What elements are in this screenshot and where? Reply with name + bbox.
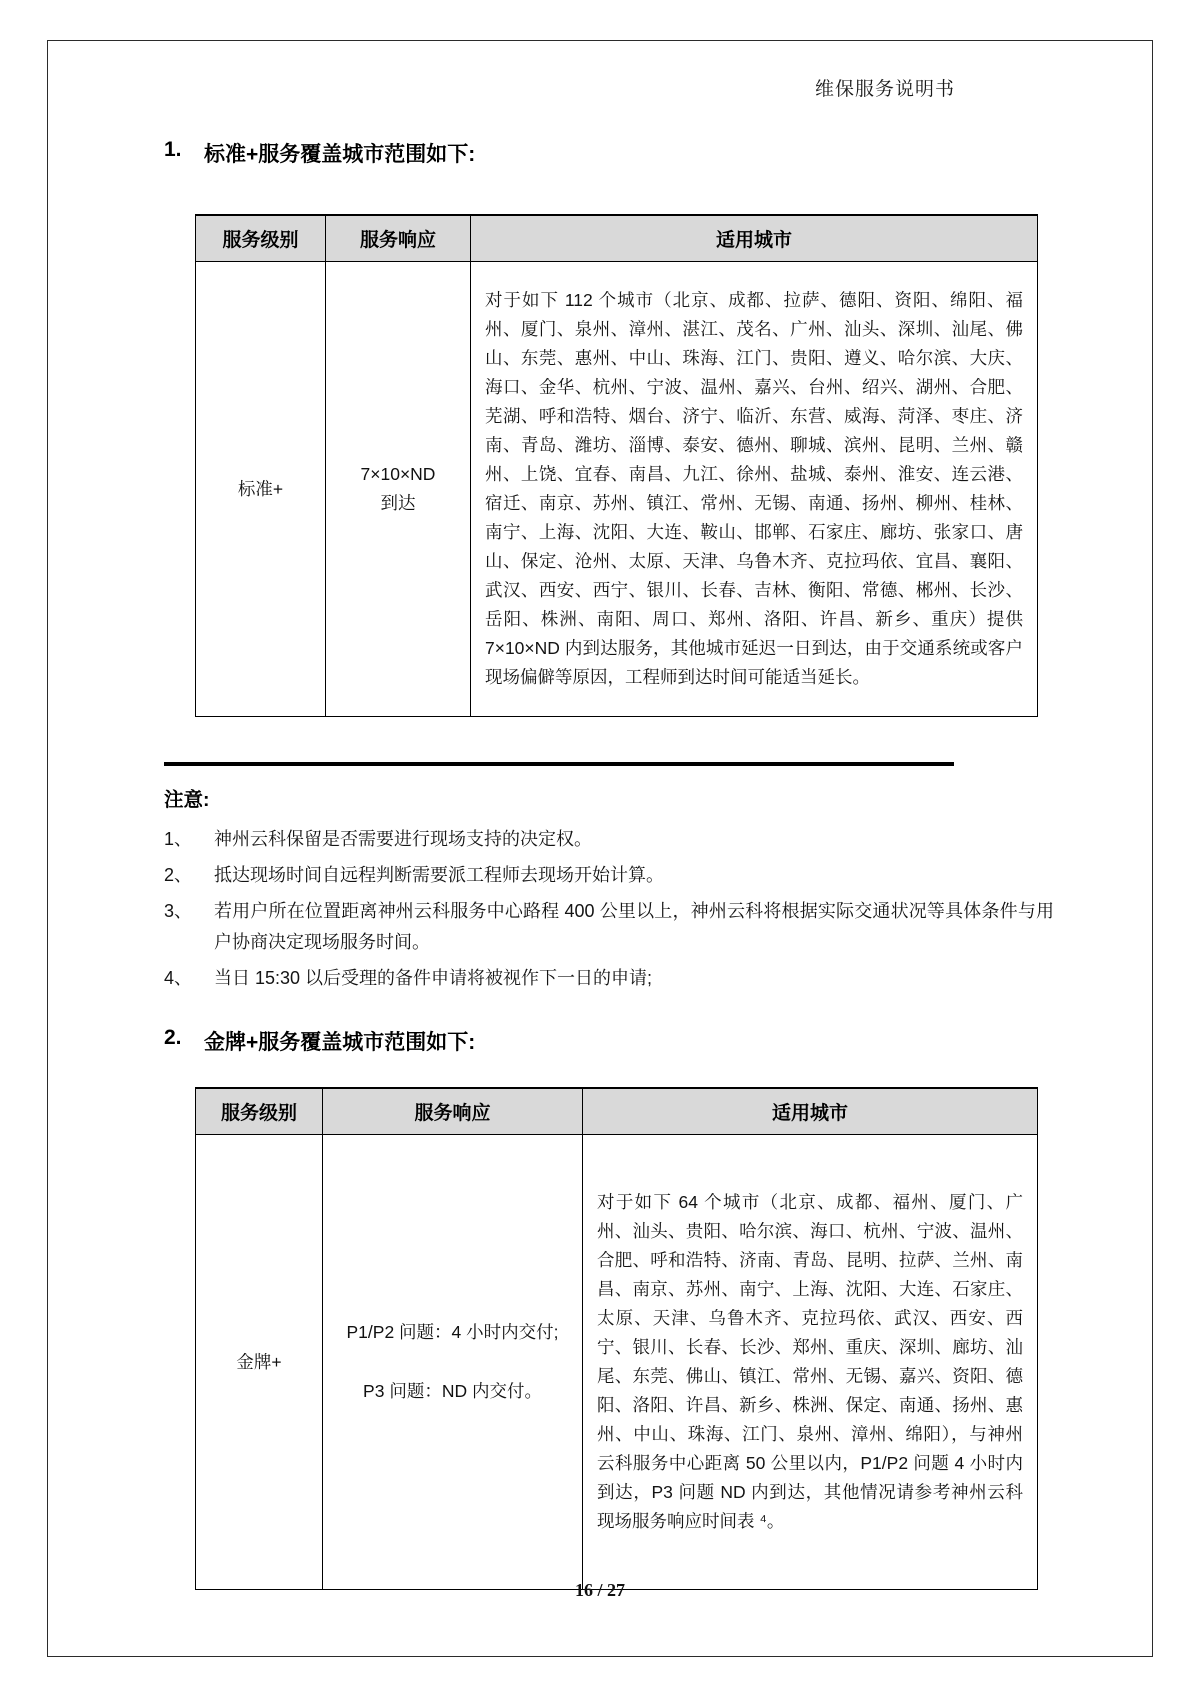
header-cell-applicable-cities: 适用城市 bbox=[471, 215, 1038, 261]
standard-plus-coverage-table bbox=[195, 214, 1038, 717]
note-number: 1、 bbox=[164, 829, 193, 849]
section-2-number: 2. bbox=[164, 1026, 182, 1049]
note-text: 神州云科保留是否需要进行现场支持的决定权。 bbox=[214, 829, 592, 849]
service-response-line-1: 7×10×ND bbox=[360, 463, 436, 484]
gold-plus-coverage-table bbox=[195, 1087, 1038, 1590]
service-level-cell: 金牌+ bbox=[196, 1134, 323, 1589]
header-cell-service-level: 服务级别 bbox=[196, 215, 326, 261]
header-cell-service-level: 服务级别 bbox=[196, 1088, 323, 1134]
section-1-heading bbox=[164, 138, 475, 168]
header-cell-service-response: 服务响应 bbox=[326, 215, 471, 261]
note-text: 若用户所在位置距离神州云科服务中心路程 400 公里以上，神州云科将根据实际交通状况等具体条件与用户协商决定现场服务时间。 bbox=[214, 901, 1054, 952]
service-response-cell bbox=[323, 1134, 583, 1589]
doc-header-title: 维保服务说明书 bbox=[814, 79, 955, 100]
section-2-heading bbox=[164, 1026, 475, 1056]
service-response-p3: P3 问题：ND 内交付。 bbox=[363, 1380, 542, 1401]
note-number: 2、 bbox=[164, 865, 193, 885]
applicable-cities-cell: 对于如下 64 个城市（北京、成都、福州、厦门、广州、汕头、贵阳、哈尔滨、海口、杭州、宁波、温州、合肥、呼和浩特、济南、青岛、昆明、拉萨、兰州、南昌、南京、苏州、南宁、上海、沈阳、大连、石家庄、太原、天津、乌鲁木齐、克拉玛依、武汉、西安、西宁、银川、长春、长沙、郑州、重庆、深圳、廊坊、汕尾、东莞、佛山、镇江、常州、无锡、嘉兴、资阳、德阳、洛阳、许昌、新乡、株洲、保定、南通、扬州、惠州、中山、珠海、江门、泉州、漳州、绵阳），与神州云科服务中心距离 50 公里以内，P1/P2 问题 4 小时内到达，P3 问题 ND 内到达，其他情况请参考神州云科现场服务响应时间表 ⁴。 bbox=[583, 1134, 1038, 1589]
section-2-title: 金牌+服务覆盖城市范围如下: bbox=[204, 1031, 476, 1054]
table-header-row bbox=[196, 1088, 1038, 1134]
notes-label: 注意: bbox=[164, 789, 210, 811]
page-number: 16 / 27 bbox=[574, 1580, 625, 1600]
note-item bbox=[164, 860, 1054, 891]
service-response-cell bbox=[326, 261, 471, 716]
horizontal-rule bbox=[164, 762, 954, 766]
note-item bbox=[164, 896, 1054, 958]
service-level-cell: 标准+ bbox=[196, 261, 326, 716]
note-item bbox=[164, 824, 1054, 855]
header-cell-applicable-cities: 适用城市 bbox=[583, 1088, 1038, 1134]
table-header-row bbox=[196, 215, 1038, 261]
note-item bbox=[164, 963, 1054, 994]
note-text: 抵达现场时间自远程判断需要派工程师去现场开始计算。 bbox=[214, 865, 664, 885]
header-cell-service-response: 服务响应 bbox=[323, 1088, 583, 1134]
service-response-line-2: 到达 bbox=[380, 492, 416, 513]
applicable-cities-cell: 对于如下 112 个城市（北京、成都、拉萨、德阳、资阳、绵阳、福州、厦门、泉州、漳州、湛江、茂名、广州、汕头、深圳、汕尾、佛山、东莞、惠州、中山、珠海、江门、贵阳、遵义、哈尔滨、大庆、海口、金华、杭州、宁波、温州、嘉兴、台州、绍兴、湖州、合肥、芜湖、呼和浩特、烟台、济宁、临沂、东营、威海、菏泽、枣庄、济南、青岛、潍坊、淄博、泰安、德州、聊城、滨州、昆明、兰州、赣州、上饶、宜春、南昌、九江、徐州、盐城、泰州、淮安、连云港、宿迁、南京、苏州、镇江、常州、无锡、南通、扬州、柳州、桂林、南宁、上海、沈阳、大连、鞍山、邯郸、石家庄、廊坊、张家口、唐山、保定、沧州、太原、天津、乌鲁木齐、克拉玛依、宜昌、襄阳、武汉、西安、西宁、银川、长春、吉林、衡阳、常德、郴州、长沙、岳阳、株洲、南阳、周口、郑州、洛阳、许昌、新乡、重庆）提供 7×10×ND 内到达服务，其他城市延迟一日到达，由于交通系统或客户现场偏僻等原因，工程师到达时间可能适当延长。 bbox=[471, 261, 1038, 716]
service-response-p1p2: P1/P2 问题：4 小时内交付; bbox=[346, 1321, 559, 1342]
table-row bbox=[196, 1134, 1038, 1589]
section-1-title: 标准+服务覆盖城市范围如下: bbox=[204, 143, 476, 166]
section-1-number: 1. bbox=[164, 138, 182, 161]
table-row bbox=[196, 261, 1038, 716]
note-number: 3、 bbox=[164, 901, 193, 921]
note-text: 当日 15:30 以后受理的备件申请将被视作下一日的申请; bbox=[214, 968, 653, 988]
notes-block bbox=[164, 784, 1054, 999]
note-number: 4、 bbox=[164, 968, 193, 988]
